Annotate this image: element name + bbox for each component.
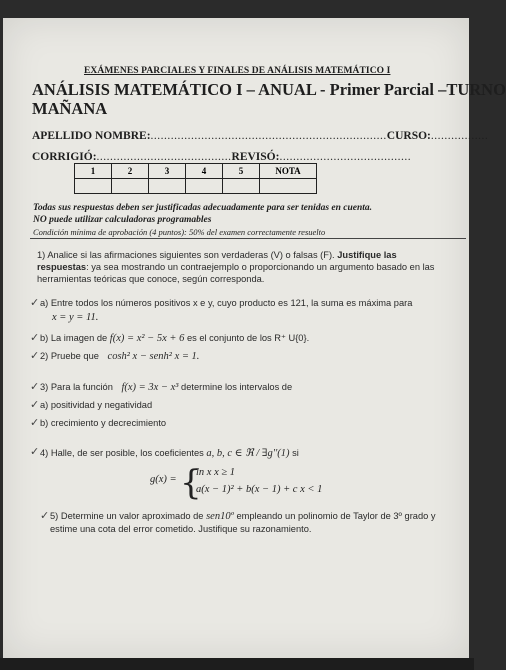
q4-math: a, b, c ∈ ℜ / ∃g''(1)	[206, 448, 290, 459]
grade-header-nota: NOTA	[260, 164, 317, 179]
curso-label: CURSO:	[386, 130, 431, 142]
q1-intro-text: 1) Analice si las afirmaciones siguientes son verdaderas (V) o falsas (F).	[37, 250, 335, 260]
instruction-approval: Condición mínima de aprobación (4 puntos): 50% del examen correctamente resuelto	[33, 227, 326, 237]
corrigio-blank: ........................................	[96, 151, 232, 163]
checkmark: ✓	[30, 417, 40, 429]
q5-line1	[50, 511, 436, 522]
instruction-calculators: NO puede utilizar calculadoras programables	[33, 215, 212, 225]
reviso-label: REVISÓ:	[231, 151, 280, 163]
checkmark: ✓	[30, 350, 40, 362]
grade-cell-nota	[260, 179, 317, 194]
background-edge	[0, 658, 474, 670]
grades-header-row	[75, 164, 317, 179]
q1-respuestas-bold: respuestas	[37, 262, 87, 272]
q3-item-b: b) crecimiento y decrecimiento	[40, 418, 167, 428]
q1-item-b-math: f(x) = x² − 5x + 6	[109, 333, 185, 344]
q4	[40, 447, 299, 459]
q3-math: f(x) = 3x − x³	[121, 382, 179, 393]
checkmark: ✓	[30, 446, 40, 458]
grades-table	[74, 163, 317, 194]
grade-header-4: 4	[186, 164, 223, 179]
checkmark: ✓	[30, 332, 40, 344]
grade-header-3: 3	[149, 164, 186, 179]
grade-cell-5	[223, 179, 260, 194]
q1-item-a-math: x = y = 11.	[52, 312, 99, 323]
q5-math: sen10º	[206, 511, 234, 522]
q5-line2: estime una cota del error cometido. Justifique su razonamiento.	[50, 524, 312, 534]
checkmark: ✓	[30, 399, 40, 411]
q4-g-label: g(x) =	[150, 474, 177, 485]
grade-header-2: 2	[112, 164, 149, 179]
instruction-justify: Todas sus respuestas deben ser justificadas adecuadamente para ser tenidas en cuenta.	[33, 203, 373, 213]
exam-title-line2: MAÑANA	[32, 99, 108, 118]
q2-math: cosh² x − senh² x = 1.	[107, 351, 200, 362]
q2	[40, 351, 199, 362]
exam-title	[32, 80, 506, 118]
grade-header-5: 5	[223, 164, 260, 179]
curso-blank: .................	[430, 130, 489, 142]
grade-cell-1	[75, 179, 112, 194]
q1-item-b-text: b) La imagen de	[40, 333, 108, 343]
exam-title-line1: ANÁLISIS MATEMÁTICO I – ANUAL - Primer Parcial –TURNO	[32, 80, 506, 99]
checkmark: ✓	[30, 297, 40, 309]
q5-text-a: 5) Determine un valor aproximado de	[50, 511, 204, 521]
grades-score-row	[75, 179, 317, 194]
reviso-blank: .......................................	[279, 151, 412, 163]
q3-text2: determine los intervalos de	[181, 382, 293, 392]
q4-text2: si	[292, 448, 299, 458]
apellido-field	[32, 130, 488, 142]
q1-intro-text2: : ya sea mostrando un contraejemplo o proporcionando un argumento basado en las	[86, 262, 435, 272]
q4-text: 4) Halle, de ser posible, los coeficientes	[40, 448, 204, 458]
grade-cell-2	[112, 179, 149, 194]
q1-item-b-text2: es el conjunto de los R⁺ U{0}.	[186, 333, 310, 343]
piecewise-brace: {	[180, 463, 202, 503]
q4-case-1: ln x x ≥ 1	[196, 467, 236, 478]
grade-cell-4	[186, 179, 223, 194]
exam-series-heading: EXÁMENES PARCIALES Y FINALES DE ANÁLISIS MATEMÁTICO I	[84, 66, 391, 76]
q1-item-b	[40, 333, 309, 344]
q2-text: 2) Pruebe que	[40, 351, 99, 361]
grade-cell-3	[149, 179, 186, 194]
checkmark: ✓	[40, 510, 50, 522]
q1-intro-line1	[37, 250, 397, 260]
corrigio-field	[32, 151, 411, 163]
q1-intro-line2	[37, 262, 434, 272]
q1-justify-bold: Justifique las	[337, 250, 397, 260]
q3-item-a: a) positividad y negatividad	[40, 400, 153, 410]
q1-item-a: a) Entre todos los números positivos x e y, cuyo producto es 121, la suma es máxima para	[40, 298, 413, 308]
q3	[40, 382, 292, 393]
apellido-label: APELLIDO NOMBRE:	[32, 130, 151, 142]
header-divider	[30, 238, 466, 239]
q5-text-b: empleando un polinomio de Taylor de 3º grado y	[236, 511, 436, 521]
q3-text: 3) Para la función	[40, 382, 113, 392]
checkmark: ✓	[30, 381, 40, 393]
q4-case-2: a(x − 1)² + b(x − 1) + c x < 1	[196, 484, 323, 495]
grade-header-1: 1	[75, 164, 112, 179]
apellido-blank: ......................................................................	[150, 130, 387, 142]
corrigio-label: CORRIGIÓ:	[32, 151, 97, 163]
q1-intro-line3: herramientas teóricas que conoce, según corresponda.	[37, 274, 265, 284]
